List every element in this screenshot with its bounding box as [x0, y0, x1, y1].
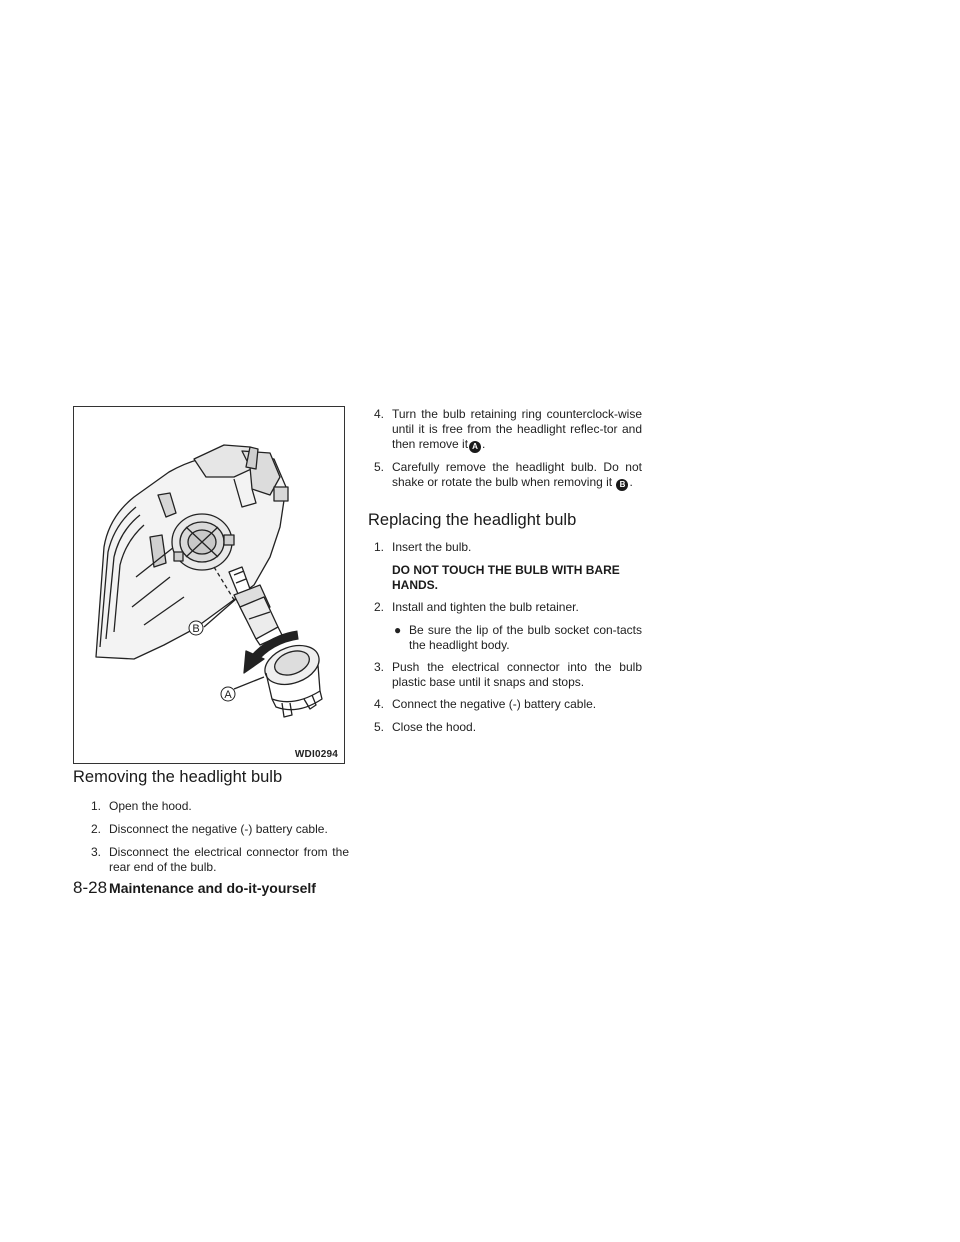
replacing-title: Replacing the headlight bulb — [368, 511, 577, 529]
callout-b: B — [192, 623, 200, 635]
warning-text: DO NOT TOUCH THE BULB WITH BARE HANDS. — [392, 563, 620, 592]
step-text: Install and tighten the bulb retainer. — [392, 600, 579, 614]
bullet-icon: ● — [394, 623, 402, 637]
replacing-step-4 — [374, 697, 642, 712]
callout-a-symbol: A — [469, 441, 481, 453]
step-text: Push the electrical connector into the bulb plastic base until it snaps and stops. — [392, 660, 642, 689]
removing-step-1 — [91, 799, 349, 814]
replacing-step-5 — [374, 720, 642, 735]
bullet-note — [394, 623, 642, 653]
step-number: 3. — [91, 845, 102, 859]
step-number: 1. — [91, 799, 102, 813]
step-number: 3. — [374, 660, 385, 674]
step-number: 5. — [374, 460, 385, 474]
bullet-text: Be sure the lip of the bulb socket con-tacts the headlight body. — [409, 623, 642, 652]
step-number: 2. — [91, 822, 102, 836]
step-number: 4. — [374, 407, 385, 421]
step-text: Close the hood. — [392, 720, 477, 734]
page-footer — [73, 878, 316, 898]
step-text: Connect the negative (-) battery cable. — [392, 697, 597, 711]
headlight-drawing — [74, 407, 345, 764]
replacing-step-3 — [374, 660, 642, 690]
step-number: 5. — [374, 720, 385, 734]
step-text: Open the hood. — [109, 799, 192, 813]
step-text: Carefully remove the headlight bulb. Do not shake or rotate the bulb when removing it B . — [392, 460, 642, 489]
figure-code: WDI0294 — [294, 749, 338, 760]
section-title: Maintenance and do-it-yourself — [109, 880, 316, 896]
callout-b-symbol: B — [616, 479, 628, 491]
replacing-step-2 — [374, 600, 642, 615]
removing-step-2 — [91, 822, 349, 837]
callout-a: A — [224, 689, 232, 701]
removing-title: Removing the headlight bulb — [73, 768, 283, 786]
step-text: Insert the bulb. — [392, 540, 472, 554]
step-text: Disconnect the electrical connector from the rear end of the bulb. — [109, 845, 349, 874]
step-text: Disconnect the negative (-) battery cable. — [109, 822, 328, 836]
step-number: 4. — [374, 697, 385, 711]
removing-step-4 — [374, 407, 642, 453]
headlight-illustration — [73, 406, 345, 764]
step-text: Turn the bulb retaining ring counterclock-wise until it is free from the headlight reflec-tor and then remove it A . — [392, 407, 642, 451]
page-number: 8-28 — [73, 878, 108, 897]
removing-step-5 — [374, 460, 642, 491]
replacing-step-1 — [374, 540, 642, 555]
step-number: 2. — [374, 600, 385, 614]
step-number: 1. — [374, 540, 385, 554]
removing-step-3 — [91, 845, 349, 875]
